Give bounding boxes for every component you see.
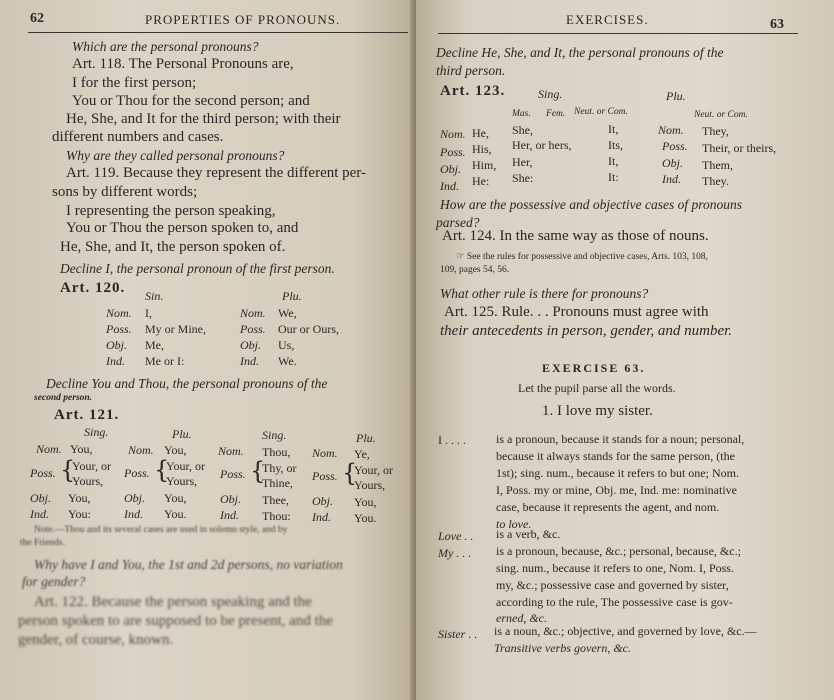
case-label: Poss.: [124, 466, 150, 480]
form: It:: [608, 170, 619, 184]
form: Your, or: [354, 463, 393, 477]
form: Your, or: [72, 459, 111, 473]
column-header: Sing.: [538, 87, 563, 101]
question: Decline He, She, and It, the personal pronouns of the: [436, 45, 724, 60]
form: You,: [354, 495, 377, 509]
left-page: [0, 0, 414, 700]
text-line: Art. 122. Because the person speaking and the: [34, 594, 312, 610]
question: Decline I, the personal pronoun of the first person.: [60, 261, 335, 276]
case-label: Poss.: [440, 145, 466, 159]
brace: {: [60, 456, 76, 484]
text-line: Art. 125. Rule. . . Pronouns must agree with: [444, 304, 709, 320]
page-number: 62: [30, 11, 44, 26]
case-label: Nom.: [658, 123, 684, 137]
form: Them,: [702, 158, 733, 172]
text-line: different numbers and cases.: [52, 129, 224, 145]
article-label: Art. 120.: [60, 280, 126, 296]
running-head: PROPERTIES OF PRONOUNS.: [145, 12, 341, 27]
column-header: Neut. or Com.: [574, 107, 628, 117]
case-label: Poss.: [312, 469, 338, 483]
header-rule: [438, 33, 798, 34]
form: Our or Ours,: [278, 322, 339, 336]
case-label: Ind.: [220, 508, 239, 522]
form: Us,: [278, 338, 295, 352]
parse-line: my, &c.; possessive case and governed by sister,: [496, 578, 729, 592]
question: Why are they called personal pronouns?: [66, 148, 285, 163]
case-label: Nom.: [106, 306, 132, 320]
form: It,: [608, 154, 619, 168]
text-line: Art. 118. The Personal Pronouns are,: [72, 56, 294, 72]
column-header: Sing.: [84, 425, 109, 439]
question: What other rule is there for pronouns?: [440, 286, 649, 301]
right-page: [416, 0, 834, 700]
parse-label: I . . . .: [438, 433, 466, 447]
form: Yours,: [354, 478, 386, 492]
case-label: Obj.: [30, 491, 51, 505]
form: Me or I:: [145, 354, 185, 368]
form: You,: [68, 491, 91, 505]
form: He,: [472, 126, 489, 140]
column-header: Plu.: [282, 289, 302, 303]
column-header: Mas.: [512, 109, 531, 119]
parse-line: to love.: [496, 517, 532, 531]
note: ☞ See the rules for possessive and objective cases, Arts. 103, 108,: [456, 252, 709, 262]
text-line: Art. 119. Because they represent the different per-: [66, 165, 366, 181]
question: for gender?: [22, 574, 86, 589]
case-label: Poss.: [240, 322, 266, 336]
note: the Friends.: [20, 538, 65, 548]
form: We.: [278, 354, 297, 368]
form: He:: [472, 174, 490, 188]
text-line: Art. 124. In the same way as those of nouns.: [442, 228, 709, 244]
parse-line: is a noun, &c.; objective, and governed by love, &c.—: [494, 624, 757, 638]
text-line: gender, of course, known.: [18, 632, 174, 648]
case-label: Nom.: [218, 444, 244, 458]
case-label: Ind.: [106, 354, 125, 368]
form: My or Mine,: [145, 322, 206, 336]
form: They,: [702, 124, 729, 138]
question: third person.: [436, 63, 506, 78]
case-label: Ind.: [312, 510, 331, 524]
form: Thee,: [262, 493, 289, 507]
form: Yours,: [72, 474, 104, 488]
parse-line: Transitive verbs govern, &c.: [494, 641, 631, 655]
text-line: sons by different words;: [52, 184, 198, 200]
text-line: You or Thou the person spoken to, and: [66, 220, 299, 236]
case-label: Obj.: [312, 494, 333, 508]
text-line: their antecedents in person, gender, and number.: [440, 323, 733, 339]
parse-line: I, Poss. my or mine, Obj. me, Ind. me: nominative: [496, 483, 737, 497]
text-line: I for the first person;: [72, 75, 197, 91]
note: Note.—Thou and its several cases are used in solemn style, and by: [34, 525, 288, 535]
article-label: Art. 121.: [54, 407, 120, 423]
case-label: Obj.: [124, 491, 145, 505]
form: You.: [164, 507, 187, 521]
case-label: Ind.: [124, 507, 143, 521]
text-line: He, She, and It for the third person; with their: [66, 111, 341, 127]
text-line: You or Thou for the second person; and: [72, 93, 310, 109]
parse-line: erned, &c.: [496, 611, 547, 625]
parse-line: is a verb, &c.: [496, 527, 561, 541]
brace: {: [342, 459, 358, 487]
form: You.: [354, 511, 377, 525]
parse-line: case, because it represents the agent, and nom.: [496, 500, 720, 514]
case-label: Poss.: [662, 139, 688, 153]
case-label: Poss.: [106, 322, 132, 336]
parse-line: because it always stands for the same person, (the: [496, 449, 735, 463]
case-label: Nom.: [240, 306, 266, 320]
case-label: Ind.: [662, 172, 681, 186]
parse-label: Sister . .: [438, 627, 478, 641]
parse-label: Love . .: [438, 529, 474, 543]
brace: {: [250, 457, 266, 485]
running-head: EXERCISES.: [566, 12, 649, 27]
column-header: Sin.: [145, 289, 164, 303]
page-number: 63: [770, 17, 784, 32]
case-label: Nom.: [36, 442, 62, 456]
text-line: I representing the person speaking,: [66, 203, 276, 219]
column-header: Fem.: [546, 109, 566, 119]
form: Yours,: [166, 474, 198, 488]
question: How are the possessive and objective cases of pronouns: [440, 197, 742, 212]
question: Which are the personal pronouns?: [72, 39, 259, 54]
form: We,: [278, 306, 297, 320]
exercise-instruction: Let the pupil parse all the words.: [518, 381, 676, 395]
form: Her, or hers,: [512, 138, 572, 152]
case-label: Obj.: [220, 492, 241, 506]
text-line: He, She, and It, the person spoken of.: [60, 239, 286, 255]
column-header: Sing.: [262, 428, 287, 442]
case-label: Nom.: [440, 127, 466, 141]
column-header: Plu.: [356, 431, 376, 445]
article-label: Art. 123.: [440, 83, 506, 99]
parse-line: is a pronoun, because, &c.; personal, because, &c.;: [496, 544, 741, 558]
parse-line: 1st); sing. num., because it refers to but one; Nom.: [496, 466, 739, 480]
case-label: Nom.: [128, 443, 154, 457]
parse-line: according to the rule, The possessive case is gov-: [496, 595, 733, 609]
form: You,: [70, 442, 93, 456]
form: I,: [145, 306, 152, 320]
form: She:: [512, 171, 534, 185]
form: His,: [472, 142, 492, 156]
form: Its,: [608, 138, 623, 152]
header-rule: [28, 32, 408, 33]
parse-line: sing. num., because it refers to one, Nom. I, Poss.: [496, 561, 734, 575]
case-label: Ind.: [440, 179, 459, 193]
question: second person.: [34, 393, 93, 403]
note: 109, pages 54, 56.: [440, 265, 510, 275]
form: Her,: [512, 155, 533, 169]
case-label: Poss.: [220, 467, 246, 481]
form: Ye,: [354, 447, 370, 461]
question: Why have I and You, the 1st and 2d persons, no variation: [34, 557, 343, 572]
case-label: Poss.: [30, 466, 56, 480]
column-header: Plu.: [172, 427, 192, 441]
question: parsed?: [436, 215, 480, 230]
case-label: Nom.: [312, 446, 338, 460]
column-header: Plu.: [666, 89, 686, 103]
case-label: Obj.: [662, 156, 683, 170]
case-label: Ind.: [240, 354, 259, 368]
exercise-heading: EXERCISE 63.: [542, 361, 646, 375]
form: Thou:: [262, 509, 291, 523]
column-header: Neut. or Com.: [694, 110, 748, 120]
form: You,: [164, 491, 187, 505]
form: Me,: [145, 338, 164, 352]
form: She,: [512, 123, 533, 137]
form: Thine,: [262, 476, 293, 490]
case-label: Obj.: [440, 162, 461, 176]
form: You,: [164, 443, 187, 457]
form: Your, or: [166, 459, 205, 473]
text-line: person spoken to are supposed to be present, and the: [18, 613, 333, 629]
form: Thy, or: [262, 461, 297, 475]
form: Their, or theirs,: [702, 141, 777, 155]
exercise-sentence: 1. I love my sister.: [542, 403, 653, 419]
question: Decline You and Thou, the personal pronouns of the: [46, 376, 328, 391]
form: They.: [702, 174, 729, 188]
parse-line: is a pronoun, because it stands for a noun; personal,: [496, 432, 745, 446]
brace: {: [154, 456, 170, 484]
form: You:: [68, 507, 91, 521]
case-label: Obj.: [240, 338, 261, 352]
case-label: Ind.: [30, 507, 49, 521]
form: Thou,: [262, 445, 291, 459]
form: It,: [608, 122, 619, 136]
parse-label: My . . .: [438, 546, 472, 560]
case-label: Obj.: [106, 338, 127, 352]
form: Him,: [472, 158, 497, 172]
